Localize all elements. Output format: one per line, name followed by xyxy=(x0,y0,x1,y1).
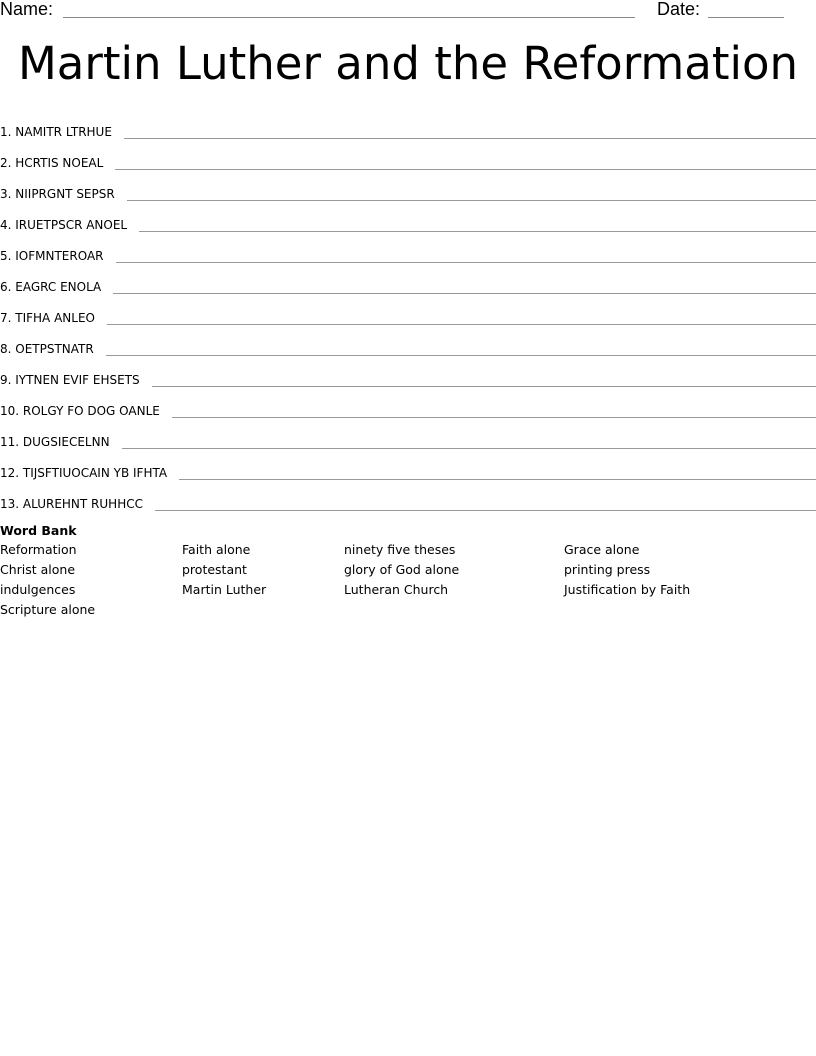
answer-line[interactable] xyxy=(115,168,816,170)
question-row xyxy=(0,143,816,174)
name-line[interactable] xyxy=(63,17,635,18)
question-label: 11. DUGSIECELNN xyxy=(0,435,110,449)
answer-line[interactable] xyxy=(172,416,816,418)
header-row xyxy=(0,0,816,24)
date-line[interactable] xyxy=(708,17,784,18)
question-label: 7. TIFHA ANLEO xyxy=(0,311,95,325)
question-row xyxy=(0,329,816,360)
question-row xyxy=(0,453,816,484)
question-label: 1. NAMITR LTRHUE xyxy=(0,125,112,139)
answer-line[interactable] xyxy=(122,447,816,449)
question-label: 2. HCRTIS NOEAL xyxy=(0,156,104,170)
word-bank-item: Lutheran Church xyxy=(344,582,449,597)
word-bank-item: printing press xyxy=(564,562,651,577)
question-label: 4. IRUETPSCR ANOEL xyxy=(0,218,128,232)
word-bank-item: Martin Luther xyxy=(182,582,267,597)
question-label: 3. NIIPRGNT SEPSR xyxy=(0,187,115,201)
page-title: Martin Luther and the Reformation xyxy=(17,37,799,90)
question-row xyxy=(0,267,816,298)
word-bank-item: protestant xyxy=(182,562,247,577)
word-bank-item: Grace alone xyxy=(564,542,640,557)
word-bank-grid xyxy=(0,540,816,620)
word-bank-item: ninety five theses xyxy=(344,542,456,557)
answer-line[interactable] xyxy=(139,230,816,232)
answer-line[interactable] xyxy=(124,137,816,139)
answer-line[interactable] xyxy=(107,323,816,325)
question-row xyxy=(0,112,816,143)
answer-line[interactable] xyxy=(106,354,816,356)
question-label: 6. EAGRC ENOLA xyxy=(0,280,102,294)
question-label: 9. IYTNEN EVIF EHSETS xyxy=(0,373,140,387)
word-bank-item: indulgences xyxy=(0,582,76,597)
question-label: 10. ROLGY FO DOG OANLE xyxy=(0,404,160,418)
word-bank-title: Word Bank xyxy=(0,523,77,538)
word-bank xyxy=(0,522,816,620)
answer-line[interactable] xyxy=(116,261,816,263)
question-list xyxy=(0,112,816,515)
question-row xyxy=(0,174,816,205)
question-label: 5. IOFMNTEROAR xyxy=(0,249,104,263)
question-row xyxy=(0,298,816,329)
question-row xyxy=(0,236,816,267)
question-label: 8. OETPSTNATR xyxy=(0,342,94,356)
word-bank-item: Faith alone xyxy=(182,542,251,557)
answer-line[interactable] xyxy=(113,292,816,294)
question-row xyxy=(0,391,816,422)
question-row xyxy=(0,360,816,391)
word-bank-item: Justification by Faith xyxy=(564,582,691,597)
answer-line[interactable] xyxy=(155,509,816,511)
word-bank-item: glory of God alone xyxy=(344,562,460,577)
word-bank-item: Christ alone xyxy=(0,562,76,577)
answer-line[interactable] xyxy=(179,478,816,480)
question-label: 12. TIJSFTIUOCAIN YB IFHTA xyxy=(0,466,168,480)
word-bank-item: Reformation xyxy=(0,542,77,557)
question-row xyxy=(0,422,816,453)
question-label: 13. ALUREHNT RUHHCC xyxy=(0,497,143,511)
answer-line[interactable] xyxy=(152,385,816,387)
answer-line[interactable] xyxy=(127,199,816,201)
question-row xyxy=(0,484,816,515)
word-bank-item: Scripture alone xyxy=(0,602,96,617)
name-label: Name: xyxy=(0,0,54,19)
date-label: Date: xyxy=(657,0,701,19)
question-row xyxy=(0,205,816,236)
